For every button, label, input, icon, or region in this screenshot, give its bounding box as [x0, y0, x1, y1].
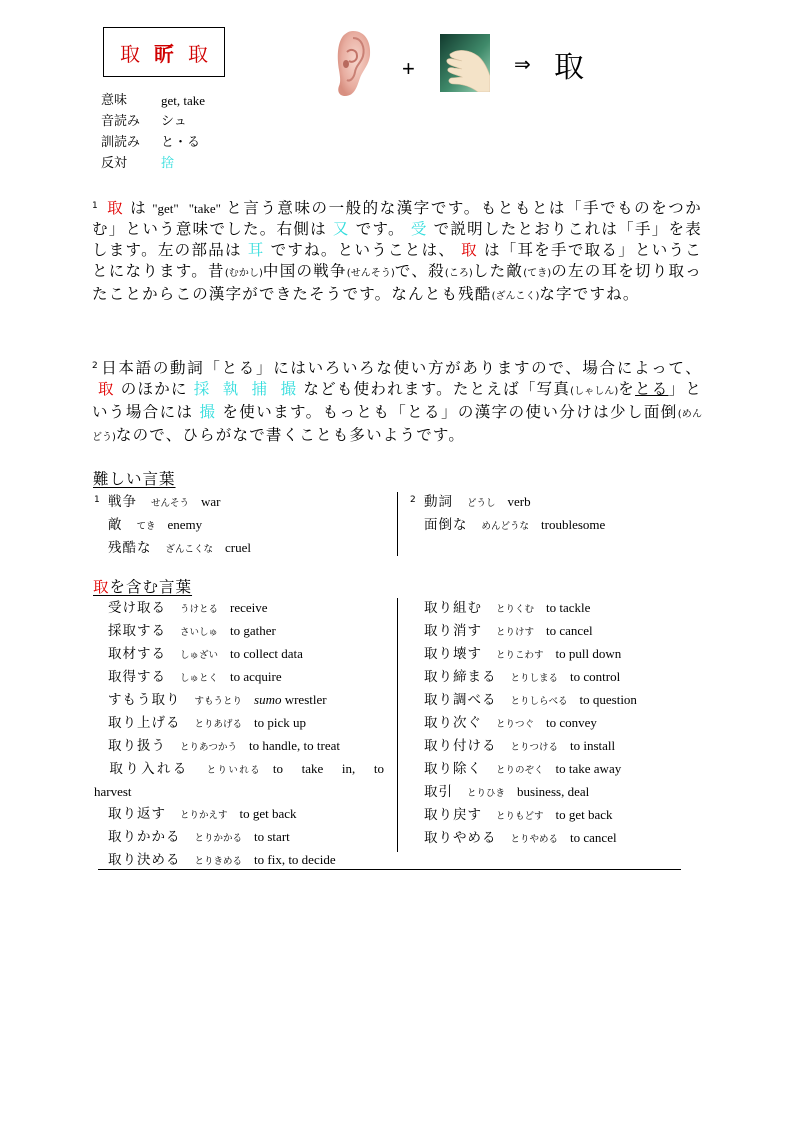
vocab-kana: とりしらべる — [510, 696, 568, 707]
kanji-info-table — [101, 90, 205, 174]
vocab-english-text: to collect data — [230, 646, 303, 661]
vocab-kana: とりきめる — [194, 856, 243, 867]
explanation-paragraph-1 — [92, 196, 702, 307]
text: のほかに — [120, 380, 188, 398]
vocab-english-text: to take in, to harvest — [94, 761, 384, 799]
info-value: と・る — [161, 135, 201, 150]
vocab-english: cruel — [225, 540, 251, 555]
vocab-kana: とりあつかう — [180, 742, 238, 753]
text: の左の耳を切り取ったことからこの漢字ができたそうです。なんとも残酷 — [92, 262, 702, 303]
underlined-toru: とる — [635, 380, 669, 398]
info-label: 反対 — [101, 156, 128, 171]
vocab-kanji: 取り扱う — [108, 738, 166, 754]
vocab-entry — [94, 735, 384, 758]
vocab-kana: とりのぞく — [496, 765, 544, 776]
vocab-english-text: to get back — [239, 806, 297, 821]
vocab-kanji: 動詞 — [424, 494, 453, 510]
footnote-marker: 2 — [92, 361, 98, 371]
text: 中国の戦争 — [262, 262, 347, 280]
vocab-english — [254, 852, 336, 867]
kanji-forms-box — [103, 27, 225, 77]
vocab-kanji: 取り付ける — [424, 738, 497, 754]
vocab-kana: とりけす — [496, 627, 535, 638]
vocab-entry — [410, 514, 605, 537]
vocab-entry — [410, 804, 637, 827]
text: 」という場合には — [92, 380, 703, 421]
vocab-english-text: receive — [230, 600, 268, 615]
text: ですね。ということは、 — [270, 241, 456, 259]
vocab-kana: とりつぐ — [496, 719, 535, 730]
vocab-english — [570, 830, 617, 845]
vocab-kanji: 取り決める — [108, 852, 181, 868]
vocab-english-text: to handle, to treat — [249, 738, 340, 753]
text: は「耳を手で取る」ということになります。昔 — [92, 241, 702, 280]
vocab-kana: とりこわす — [496, 650, 544, 661]
furigana: (めんどう) — [92, 409, 703, 443]
highlight-kanji-right-part[interactable]: 又 — [332, 220, 350, 238]
vocab-kana: さいしゅ — [180, 627, 219, 638]
kanji-form-bold: 取 — [188, 41, 208, 66]
vocab-kanji: 敵 — [108, 517, 123, 533]
vocab-entry — [410, 758, 637, 781]
vocab-entry — [94, 537, 251, 560]
vocab-english — [570, 738, 615, 753]
highlight-kanji-take: 取 — [461, 241, 478, 259]
vocab-kana: とりやめる — [510, 834, 559, 845]
text: なので、ひらがなで書くことも多いようです。 — [115, 426, 466, 444]
vocab-kanji: すもう取り — [108, 692, 181, 708]
vocab-english-text: wrestler — [284, 692, 327, 707]
kanji-form-seal: 㪽 — [154, 41, 174, 66]
text: なども使われます。たとえば「写真 — [303, 380, 571, 398]
plus-sign: + — [402, 56, 415, 81]
vocab-english — [249, 738, 340, 753]
highlight-kanji-ear-link[interactable]: 耳 — [247, 241, 265, 259]
vocab-kanji: 取り消す — [424, 623, 482, 639]
vocab-entry — [94, 758, 384, 803]
vocab-kana: とりかえす — [180, 810, 228, 821]
footnote-marker: 1 — [92, 201, 98, 211]
vocab-english — [546, 623, 593, 638]
ear-icon — [333, 28, 373, 100]
vocab-entry — [94, 689, 384, 712]
difficult-words-right-column — [410, 490, 605, 537]
vocab-kanji: 取り調べる — [424, 692, 497, 708]
vocab-entry — [410, 597, 637, 620]
vocab-kana: めんどうな — [481, 521, 530, 532]
hand-icon — [440, 34, 490, 92]
text: 日本語の動詞「とる」にはいろいろな使い方がありますので、場合によって、 — [100, 359, 702, 377]
vocab-english — [240, 806, 297, 821]
vocab-english: war — [201, 494, 221, 509]
vocab-kana: ざんこくな — [165, 544, 214, 555]
vocab-english — [254, 715, 306, 730]
vocab-entry — [94, 826, 384, 849]
containing-words-left-column — [94, 597, 384, 872]
vocab-entry — [410, 620, 637, 643]
vocab-kana: うけとる — [180, 604, 219, 615]
column-divider — [397, 598, 398, 852]
footnote-number: 1 — [94, 495, 100, 505]
vocab-entry — [410, 781, 637, 804]
vocab-kanji: 取り入れる — [108, 761, 189, 777]
vocab-kanji: 取り次ぐ — [424, 715, 482, 731]
result-kanji: 取 — [554, 50, 584, 85]
info-value: get, take — [161, 93, 206, 108]
info-row-meaning — [101, 90, 205, 111]
difficult-words-left-column — [94, 490, 251, 560]
kanji-composition-equation — [330, 28, 600, 100]
vocab-english-text: to start — [254, 829, 290, 844]
vocab-english-text: to acquire — [230, 669, 282, 684]
info-value: シュ — [161, 114, 187, 129]
vocab-english-text: to cancel — [546, 623, 593, 638]
text: です。 — [355, 220, 405, 238]
vocab-english-text: to tackle — [546, 600, 591, 615]
vocab-english-text: to cancel — [570, 830, 617, 845]
vocab-english-text: to convey — [546, 715, 597, 730]
vocab-english-text: to pick up — [254, 715, 307, 730]
vocab-english — [230, 600, 268, 615]
text: と言う意味の一般的な漢字です。もともとは「手でものをつかむ」という意味でした。右側は — [92, 199, 702, 238]
info-value-opposite-kanji: 捨 — [161, 156, 175, 171]
vocab-entry — [410, 735, 637, 758]
info-label: 意味 — [101, 93, 128, 108]
vocab-english — [556, 646, 622, 661]
vocab-english — [254, 829, 290, 844]
info-row-opposite — [101, 153, 205, 174]
vocab-kanji: 取り除く — [424, 761, 482, 777]
furigana: (てき) — [523, 268, 552, 279]
difficult-words-heading: 難しい言葉 — [93, 470, 176, 488]
bottom-horizontal-rule — [98, 869, 681, 870]
containing-words-right-column — [410, 597, 637, 850]
vocab-kanji: 取引 — [424, 784, 453, 800]
vocab-english: verb — [507, 494, 531, 509]
vocab-kanji: 面倒な — [424, 517, 468, 533]
vocab-kana: とりくむ — [496, 604, 535, 615]
vocab-english — [517, 784, 589, 799]
text: は — [130, 199, 148, 217]
arrow-implies-icon: ⇒ — [514, 52, 531, 76]
info-row-kunyomi — [101, 132, 205, 153]
vocab-english-italic: sumo — [254, 692, 282, 707]
vocab-english — [556, 807, 613, 822]
kanji-form-standard: 取 — [120, 41, 140, 66]
vocab-kana: どうし — [467, 498, 496, 509]
vocab-english-text: business, deal — [517, 784, 590, 799]
vocab-kanji: 取り組む — [424, 600, 482, 616]
highlight-alternate-kanji-links[interactable]: 採 執 捕 撮 — [193, 380, 298, 398]
vocab-entry — [410, 666, 637, 689]
quoted-english: "take" — [188, 201, 221, 216]
vocab-english-text: to gather — [230, 623, 276, 638]
vocab-entry — [410, 827, 637, 850]
vocab-kana: せんそう — [151, 498, 190, 509]
containing-words-heading — [93, 575, 192, 597]
vocab-kanji: 採取する — [108, 623, 166, 639]
vocab-entry — [410, 643, 637, 666]
vocab-kana: とりひき — [467, 788, 506, 799]
vocab-entry — [94, 803, 384, 826]
info-label: 音読み — [101, 114, 141, 129]
vocab-kanji: 取得する — [108, 669, 166, 685]
vocab-entry — [94, 514, 251, 537]
vocab-english — [556, 761, 622, 776]
vocab-kanji: 取りかかる — [108, 829, 181, 845]
vocab-kanji: 取り壊す — [424, 646, 482, 662]
vocab-entry — [94, 620, 384, 643]
vocab-english — [580, 692, 637, 707]
vocab-english-text: to take away — [555, 761, 622, 776]
text: で、殺 — [394, 262, 445, 280]
footnote-number: 2 — [410, 495, 416, 505]
furigana: (ころ) — [444, 268, 473, 279]
furigana: (しゃしん) — [570, 386, 619, 397]
furigana: (むかし) — [224, 268, 263, 279]
vocab-kana: とりあげる — [194, 719, 243, 730]
vocab-english — [254, 692, 327, 707]
vocab-english-text: to control — [570, 669, 621, 684]
vocab-english: troublesome — [541, 517, 606, 532]
vocab-english — [230, 646, 303, 661]
vocab-english-text: to fix, to decide — [254, 852, 336, 867]
column-divider — [397, 492, 398, 556]
quoted-english: "get" — [152, 201, 179, 216]
vocab-kana: しゅざい — [180, 650, 219, 661]
vocab-kana: しゅとく — [180, 673, 219, 684]
vocab-kanji: 残酷な — [108, 540, 152, 556]
vocab-kanji: 取りやめる — [424, 830, 497, 846]
vocab-entry — [94, 712, 384, 735]
vocab-english — [230, 623, 276, 638]
vocab-entry — [94, 643, 384, 666]
vocab-english — [230, 669, 282, 684]
highlight-kanji-take: 取 — [106, 199, 125, 217]
vocab-kana: とりいれる — [206, 765, 261, 776]
vocab-kana: とりしまる — [510, 673, 559, 684]
vocab-kanji: 取り戻す — [424, 807, 482, 823]
vocab-english — [546, 715, 597, 730]
text: を使います。もっとも「とる」の漢字の使い分けは少し面倒 — [222, 403, 678, 421]
vocab-kanji: 戦争 — [108, 494, 137, 510]
vocab-entry — [410, 712, 637, 735]
highlight-kanji-photo-link[interactable]: 撮 — [199, 403, 217, 421]
vocab-kana: とりかかる — [194, 833, 243, 844]
info-label: 訓読み — [101, 135, 141, 150]
vocab-kana: とりもどす — [496, 811, 544, 822]
vocab-kana: てき — [136, 521, 156, 532]
vocab-english: enemy — [167, 517, 203, 532]
vocab-entry — [410, 490, 605, 514]
furigana: (せんそう) — [346, 268, 395, 279]
heading-text: を含む言葉 — [109, 578, 193, 596]
vocab-english — [546, 600, 590, 615]
vocab-english-text: to install — [570, 738, 616, 753]
highlight-kanji-receive-link[interactable]: 受 — [410, 220, 428, 238]
text: で説明したとおりこれは「手」を表します。左の部品は — [92, 220, 702, 259]
vocab-entry — [94, 597, 384, 620]
vocab-kanji: 取り返す — [108, 806, 166, 822]
text: した敵 — [472, 262, 524, 280]
vocab-entry — [94, 490, 251, 514]
vocab-kanji: 取材する — [108, 646, 166, 662]
info-row-onyomi — [101, 111, 205, 132]
vocab-kanji: 取り上げる — [108, 715, 181, 731]
highlight-kanji-take: 取 — [98, 380, 115, 398]
vocab-english-text: to pull down — [555, 646, 622, 661]
vocab-english-text: to get back — [555, 807, 613, 822]
vocab-kanji: 受け取る — [108, 600, 166, 616]
vocab-kana: とりつける — [510, 742, 559, 753]
vocab-english — [570, 669, 620, 684]
vocab-kanji: 取り締まる — [424, 669, 497, 685]
vocab-kana: すもうとり — [194, 696, 243, 707]
vocab-entry — [410, 689, 637, 712]
vocab-entry — [94, 666, 384, 689]
heading-kanji: 取 — [93, 578, 110, 596]
vocab-english-text: to question — [579, 692, 637, 707]
text: を — [618, 380, 636, 398]
explanation-paragraph-2 — [92, 356, 702, 448]
furigana: (ざんこく) — [491, 291, 540, 302]
text: な字ですね。 — [539, 285, 640, 303]
